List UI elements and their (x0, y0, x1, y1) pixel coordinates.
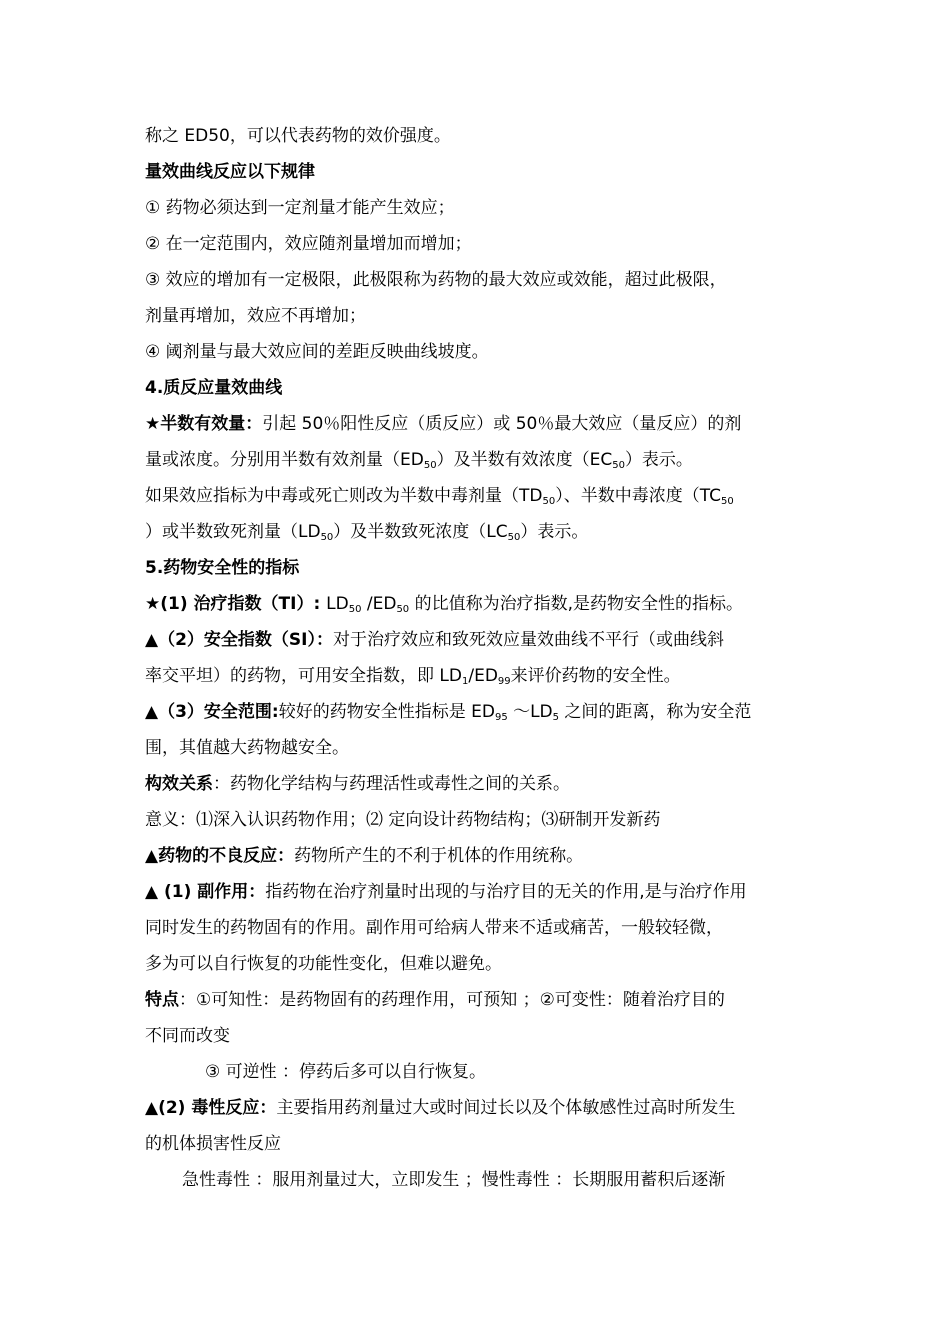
features-line-1 (145, 982, 815, 1018)
heading-5-text: 5.药物安全性的指标 (145, 558, 300, 578)
side-effect-line-1 (145, 874, 815, 910)
document-body (145, 118, 815, 1198)
toxic-reaction-line-3 (145, 1162, 815, 1198)
subscript-50: 50 (423, 460, 437, 471)
text-ec50: ）及半数有效浓度（EC (436, 450, 613, 470)
heading-text: 量效曲线反应以下规律 (145, 162, 315, 182)
text-ed50: 称之 ED50，可以代表药物的效价强度。 (145, 126, 451, 146)
rule-item-3-cont (145, 298, 815, 334)
meaning-line (145, 802, 815, 838)
safety-index-text-3: 来评价药物的安全性。 (510, 666, 681, 686)
rule-text-2: ② 在一定范围内，效应随剂量增加而增加； (145, 234, 472, 254)
subscript-50: 50 (348, 604, 362, 615)
half-effective-label: ★半数有效量： (145, 414, 263, 434)
safety-range-text-1: 较好的药物安全性指标是 ED (278, 702, 495, 722)
side-effect-text-2: 同时发生的药物固有的作用。副作用可给病人带来不适或痛苦，一般较轻微， (145, 918, 723, 938)
safety-range-text-3: 围，其值越大药物越安全。 (145, 738, 349, 758)
side-effect-text-1: 指药物在治疗剂量时出现的与治疗目的无关的作用,是与治疗作用 (265, 882, 747, 902)
heading-quantal-curve (145, 370, 815, 406)
features-label: 特点 (145, 990, 179, 1010)
subscript-50: 50 (396, 604, 410, 615)
subscript-5: 5 (552, 712, 560, 723)
subscript-50: 50 (542, 496, 556, 507)
rule-item-2 (145, 226, 815, 262)
subscript-99: 99 (497, 676, 511, 687)
side-effect-label: ▲ (1) 副作用： (145, 882, 266, 902)
therapeutic-index-text: 的比值称为治疗指数,是药物安全性的指标。 (409, 594, 743, 614)
safety-index-line-2 (145, 658, 815, 694)
heading-4-text: 4.质反应量效曲线 (145, 378, 283, 398)
sar-line (145, 766, 815, 802)
text-ld50: ）或半数致死剂量（LD (145, 522, 321, 542)
subscript-50: 50 (612, 460, 625, 471)
features-text-2: 不同而改变 (145, 1026, 230, 1046)
toxic-reaction-text-2: 的机体损害性反应 (145, 1134, 281, 1154)
safety-range-label: ▲（3）安全范围: (145, 702, 279, 722)
half-effective-line-2 (145, 442, 815, 478)
text-ld: LD (326, 594, 349, 614)
toxic-reaction-text-3: 急性毒性 ：服用剂量过大，立即发生 ；慢性毒性 ：长期服用蓄积后逐渐 (182, 1170, 726, 1190)
features-text-3: ③ 可逆性 ：停药后多可以自行恢复。 (205, 1062, 487, 1082)
toxic-reaction-text-1: 主要指用药剂量过大或时间过长以及个体敏感性过高时所发生 (276, 1098, 736, 1118)
safety-index-label: ▲（2）安全指数（SI）： (145, 630, 333, 650)
side-effect-text-3: 多为可以自行恢复的功能性变化，但难以避免。 (145, 954, 502, 974)
half-effective-text-1: 引起 50％阳性反应（质反应）或 50％最大效应（量反应）的剂 (262, 414, 742, 434)
rule-text-4: ④ 阈剂量与最大效应间的差距反映曲线坡度。 (145, 342, 489, 362)
paragraph-ed50-line (145, 118, 815, 154)
safety-index-text-2: 率交平坦）的药物，可用安全指数，即 LD (145, 666, 462, 686)
rule-item-4 (145, 334, 815, 370)
subscript-50: 50 (320, 532, 334, 543)
subscript-50: 50 (507, 532, 521, 543)
toxic-reaction-line-2 (145, 1126, 815, 1162)
features-line-3 (145, 1054, 815, 1090)
sar-label: 构效关系 (145, 774, 213, 794)
side-effect-line-3 (145, 946, 815, 982)
text-express: ）表示。 (520, 522, 589, 542)
rule-text-3a: ③ 效应的增加有一定极限，此极限称为药物的最大效应或效能，超过此极限， (145, 270, 727, 290)
safety-index-text-1: 对于治疗效应和致死效应量效曲线不平行（或曲线斜 (332, 630, 724, 650)
sar-text: ：药物化学结构与药理活性或毒性之间的关系。 (213, 774, 570, 794)
subscript-50: 50 (720, 496, 734, 507)
meaning-text: 意义：⑴深入认识药物作用；⑵ 定向设计药物结构；⑶研制开发新药 (145, 810, 661, 830)
safety-range-line-2 (145, 730, 815, 766)
adverse-reaction-label: ▲药物的不良反应： (145, 846, 295, 866)
text-ed: /ED (361, 594, 397, 614)
toxic-reaction-line-1 (145, 1090, 815, 1126)
therapeutic-index-line (145, 586, 815, 622)
side-effect-line-2 (145, 910, 815, 946)
text-ed: /ED (468, 666, 498, 686)
heading-safety-indicators (145, 550, 815, 586)
text-ed50-dose: 量或浓度。分别用半数有效剂量（ED (145, 450, 424, 470)
rule-text-3b: 剂量再增加，效应不再增加； (145, 306, 366, 326)
features-line-2 (145, 1018, 815, 1054)
adverse-reaction-line (145, 838, 815, 874)
text-td50: 如果效应指标为中毒或死亡则改为半数中毒剂量（TD (145, 486, 543, 506)
text-lc50: ）及半数致死浓度（LC (333, 522, 508, 542)
toxic-dose-line-1 (145, 478, 815, 514)
safety-range-line-1 (145, 694, 815, 730)
toxic-reaction-label: ▲(2) 毒性反应： (145, 1098, 277, 1118)
rule-item-3 (145, 262, 815, 298)
therapeutic-index-label: ★(1) 治疗指数（TI）: (145, 594, 327, 614)
safety-range-text-2: 之间的距离，称为安全范 (559, 702, 752, 722)
safety-index-line-1 (145, 622, 815, 658)
text-tc50: ）、半数中毒浓度（TC (555, 486, 721, 506)
rule-item-1 (145, 190, 815, 226)
text-ld: ～LD (507, 702, 553, 722)
heading-dose-effect-rules (145, 154, 815, 190)
half-effective-line-1 (145, 406, 815, 442)
toxic-dose-line-2 (145, 514, 815, 550)
subscript-95: 95 (494, 712, 508, 723)
subscript-1: 1 (461, 676, 469, 687)
text-express: ）表示。 (624, 450, 693, 470)
rule-text-1: ① 药物必须达到一定剂量才能产生效应； (145, 198, 455, 218)
features-text-1: ：①可知性：是药物固有的药理作用，可预知 ；②可变性：随着治疗目的 (179, 990, 725, 1010)
adverse-reaction-text: 药物所产生的不利于机体的作用统称。 (294, 846, 584, 866)
